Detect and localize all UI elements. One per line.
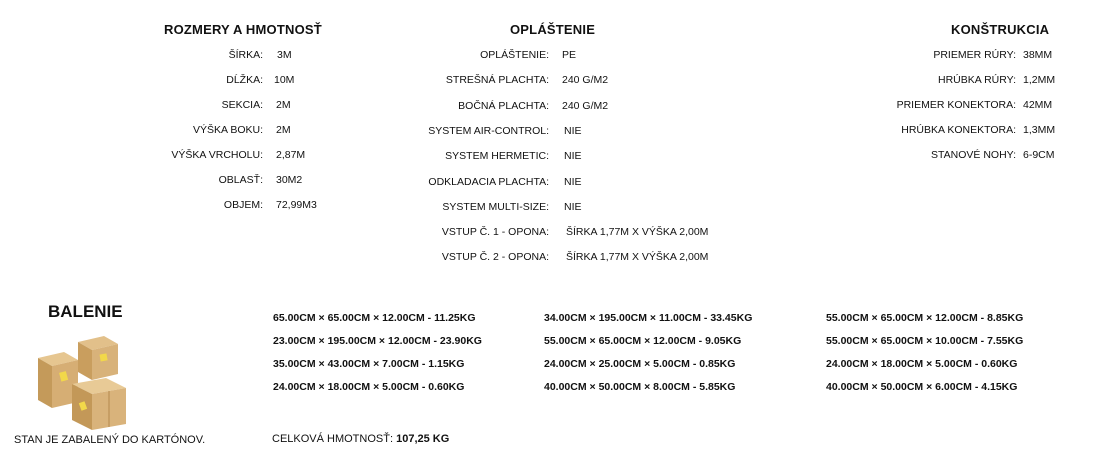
construction-label: HRÚBKA RÚRY: — [938, 74, 1016, 86]
construction-value: 6-9CM — [1023, 149, 1055, 161]
covering-label: BOČNÁ PLACHTA: — [458, 99, 549, 112]
dimensions-label: ŠÍRKA: — [228, 49, 263, 61]
covering-title: OPLÁŠTENIE — [510, 22, 596, 37]
dimensions-label: SEKCIA: — [221, 99, 263, 111]
dimensions-value: 30M2 — [276, 174, 303, 186]
covering-row — [0, 176, 1108, 190]
dimensions-title: ROZMERY A HMOTNOSŤ — [164, 22, 322, 37]
packaging-title: BALENIE — [48, 302, 123, 321]
construction-label: PRIEMER RÚRY: — [933, 49, 1016, 61]
covering-value: 240 G/M2 — [562, 74, 609, 87]
packaging-note: STAN JE ZABALENÝ DO KARTÓNOV. — [14, 434, 206, 446]
dimensions-label: OBJEM: — [223, 199, 263, 211]
construction-row — [0, 74, 1108, 88]
total-weight-value: 107,25 KG — [396, 433, 450, 445]
covering-label: VSTUP Č. 1 - OPONA: — [441, 226, 549, 239]
dimensions-value: 2M — [276, 99, 291, 111]
construction-value: 38MM — [1023, 49, 1053, 61]
covering-value: NIE — [564, 175, 582, 188]
covering-label: SYSTEM MULTI-SIZE: — [442, 200, 549, 213]
construction-row — [0, 124, 1108, 138]
dimensions-value: 72,99M3 — [276, 199, 317, 211]
package-item: 24.00CM × 25.00CM × 5.00CM - 0.85KG — [544, 358, 736, 370]
covering-value: NIE — [564, 150, 582, 163]
package-item: 34.00CM × 195.00CM × 11.00CM - 33.45KG — [544, 312, 753, 324]
covering-row — [0, 226, 1108, 240]
package-item: 65.00CM × 65.00CM × 12.00CM - 11.25KG — [273, 312, 476, 324]
covering-value: PE — [562, 49, 577, 61]
package-item: 23.00CM × 195.00CM × 12.00CM - 23.90KG — [273, 335, 482, 347]
package-item: 40.00CM × 50.00CM × 8.00CM - 5.85KG — [544, 381, 736, 393]
package-item: 55.00CM × 65.00CM × 10.00CM - 7.55KG — [826, 335, 1024, 347]
dimensions-label: OBLASŤ: — [218, 174, 263, 186]
package-item: 24.00CM × 18.00CM × 5.00CM - 0.60KG — [273, 381, 465, 393]
construction-label: STANOVÉ NOHY: — [931, 149, 1016, 161]
covering-row — [0, 251, 1108, 265]
package-item: 24.00CM × 18.00CM × 5.00CM - 0.60KG — [826, 358, 1018, 370]
construction-value: 1,2MM — [1023, 74, 1056, 86]
dimensions-label: VÝŠKA VRCHOLU: — [171, 149, 263, 161]
covering-label: ODKLADACIA PLACHTA: — [428, 175, 549, 188]
construction-row — [0, 99, 1108, 113]
construction-value: 42MM — [1023, 99, 1053, 111]
total-weight — [272, 433, 449, 445]
cardboard-boxes-icon — [34, 328, 146, 432]
covering-label: OPLÁŠTENIE: — [480, 49, 549, 61]
package-item: 55.00CM × 65.00CM × 12.00CM - 9.05KG — [544, 335, 742, 347]
package-item: 40.00CM × 50.00CM × 6.00CM - 4.15KG — [826, 381, 1018, 393]
dimensions-value: 2M — [276, 124, 291, 136]
construction-label: PRIEMER KONEKTORA: — [896, 99, 1016, 111]
construction-row — [0, 49, 1108, 63]
covering-row — [0, 201, 1108, 215]
covering-label: SYSTEM AIR-CONTROL: — [428, 124, 549, 137]
dimensions-label: VÝŠKA BOKU: — [192, 124, 263, 136]
covering-value: ŠÍRKA 1,77M X VÝŠKA 2,00M — [566, 251, 709, 264]
covering-value: NIE — [564, 200, 582, 213]
construction-label: HRÚBKA KONEKTORA: — [901, 124, 1016, 136]
covering-value: 240 G/M2 — [562, 99, 609, 112]
construction-value: 1,3MM — [1023, 124, 1056, 136]
dimensions-value: 2,87M — [276, 149, 306, 161]
covering-label: SYSTEM HERMETIC: — [445, 150, 549, 163]
dimensions-label: DĹŽKA: — [226, 74, 263, 86]
package-item: 35.00CM × 43.00CM × 7.00CM - 1.15KG — [273, 358, 465, 370]
covering-value: NIE — [564, 124, 582, 137]
package-item: 55.00CM × 65.00CM × 12.00CM - 8.85KG — [826, 312, 1024, 324]
construction-title: KONŠTRUKCIA — [951, 22, 1050, 37]
covering-label: VSTUP Č. 2 - OPONA: — [441, 251, 549, 264]
covering-label: STREŠNÁ PLACHTA: — [445, 74, 549, 87]
covering-value: ŠÍRKA 1,77M X VÝŠKA 2,00M — [566, 226, 709, 239]
total-weight-label: CELKOVÁ HMOTNOSŤ: — [272, 433, 394, 445]
dimensions-value: 10M — [274, 74, 295, 86]
dimensions-value: 3M — [277, 49, 292, 61]
construction-row — [0, 149, 1108, 163]
